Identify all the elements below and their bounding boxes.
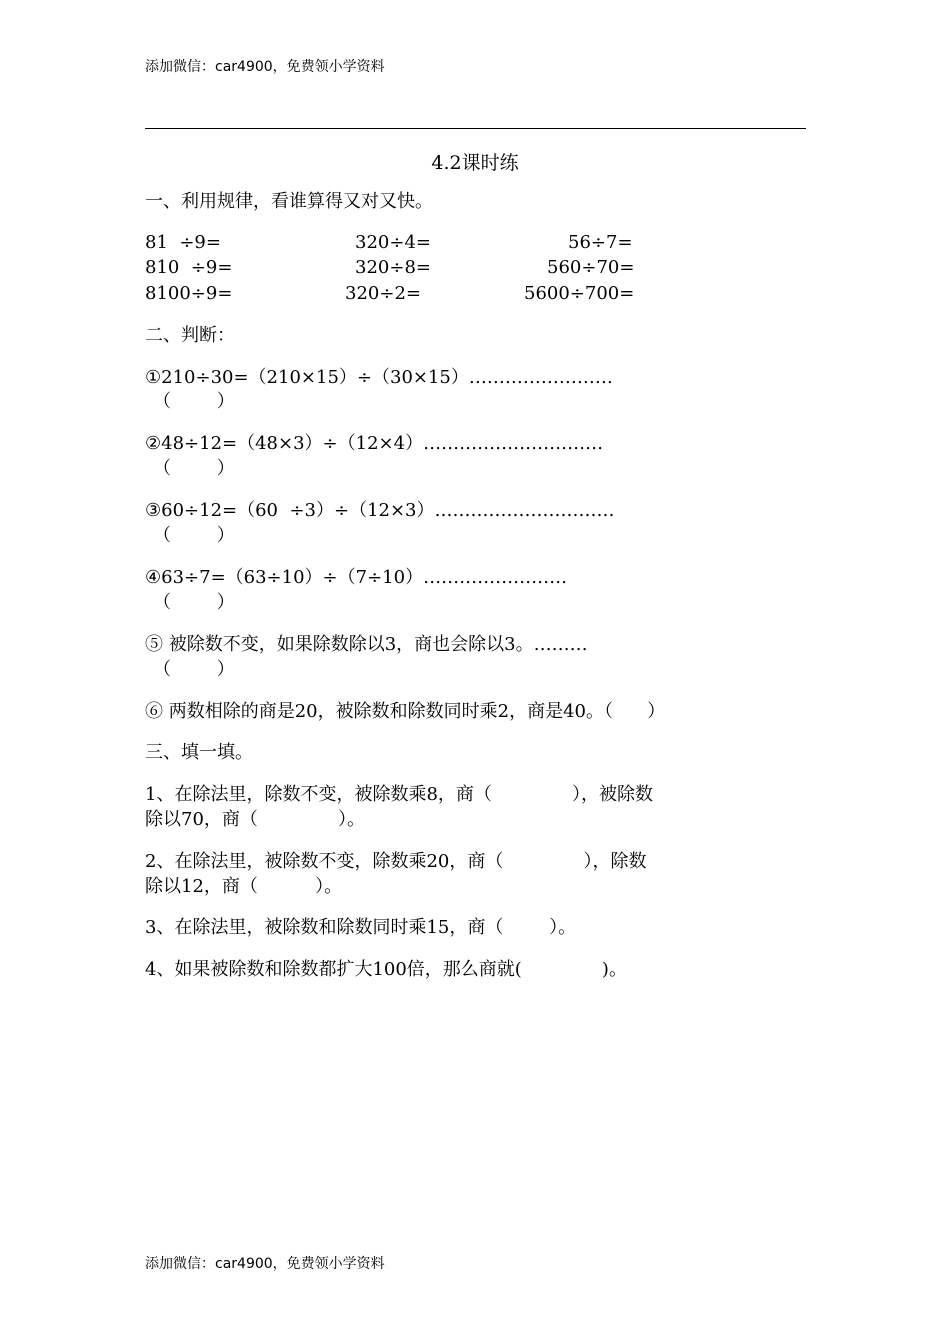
calc-cell: 320÷4= [355, 232, 431, 253]
answer-blank: （ ） [153, 391, 235, 412]
calc-cell: 560÷70= [547, 257, 635, 278]
judgment-item: ③60÷12=（60 ÷3）÷（12×3）………………………… [145, 500, 615, 521]
header-divider [145, 128, 806, 129]
header-note: 添加微信：car4900，免费领小学资料 [145, 59, 385, 75]
section2-heading: 二、判断： [145, 325, 235, 346]
judgment-item: ①210÷30=（210×15）÷（30×15）…………………… [145, 367, 613, 388]
section3-heading: 三、填一填。 [145, 742, 253, 763]
judgment-item: ⑥ 两数相除的商是20，被除数和除数同时乘2，商是40。（ ） [145, 701, 666, 722]
judgment-item: ④63÷7=（63÷10）÷（7÷10）…………………… [145, 567, 568, 588]
answer-blank: （ ） [153, 659, 235, 680]
calc-cell: 8100÷9= [145, 283, 233, 304]
calc-cell: 5600÷700= [524, 283, 635, 304]
page-title: 4.2课时练 [431, 152, 519, 174]
calc-cell: 810 ÷9= [145, 257, 233, 278]
calc-cell: 56÷7= [568, 232, 633, 253]
footer-note: 添加微信：car4900，免费领小学资料 [145, 1256, 385, 1272]
answer-blank: （ ） [153, 592, 235, 613]
calc-cell: 81 ÷9= [145, 232, 221, 253]
judgment-item: ⑤ 被除数不变，如果除数除以3，商也会除以3。……… [145, 634, 588, 655]
fill-item: 3、在除法里，被除数和除数同时乘15，商（ ）。 [145, 917, 577, 938]
fill-item: 4、如果被除数和除数都扩大100倍，那么商就( )。 [145, 959, 627, 980]
answer-blank: （ ） [153, 458, 235, 479]
fill-item: 1、在除法里，除数不变，被除数乘8，商（ ），被除数 [145, 784, 654, 805]
fill-item: 2、在除法里，被除数不变，除数乘20，商（ ），除数 [145, 851, 647, 872]
calc-cell: 320÷8= [355, 257, 431, 278]
fill-item-cont: 除以12，商（ ）。 [145, 876, 343, 897]
calc-cell: 320÷2= [345, 283, 421, 304]
answer-blank: （ ） [153, 525, 235, 546]
fill-item-cont: 除以70，商（ ）。 [145, 809, 366, 830]
section1-heading: 一、利用规律，看谁算得又对又快。 [145, 191, 433, 212]
judgment-item: ②48÷12=（48×3）÷（12×4）………………………… [145, 433, 604, 454]
